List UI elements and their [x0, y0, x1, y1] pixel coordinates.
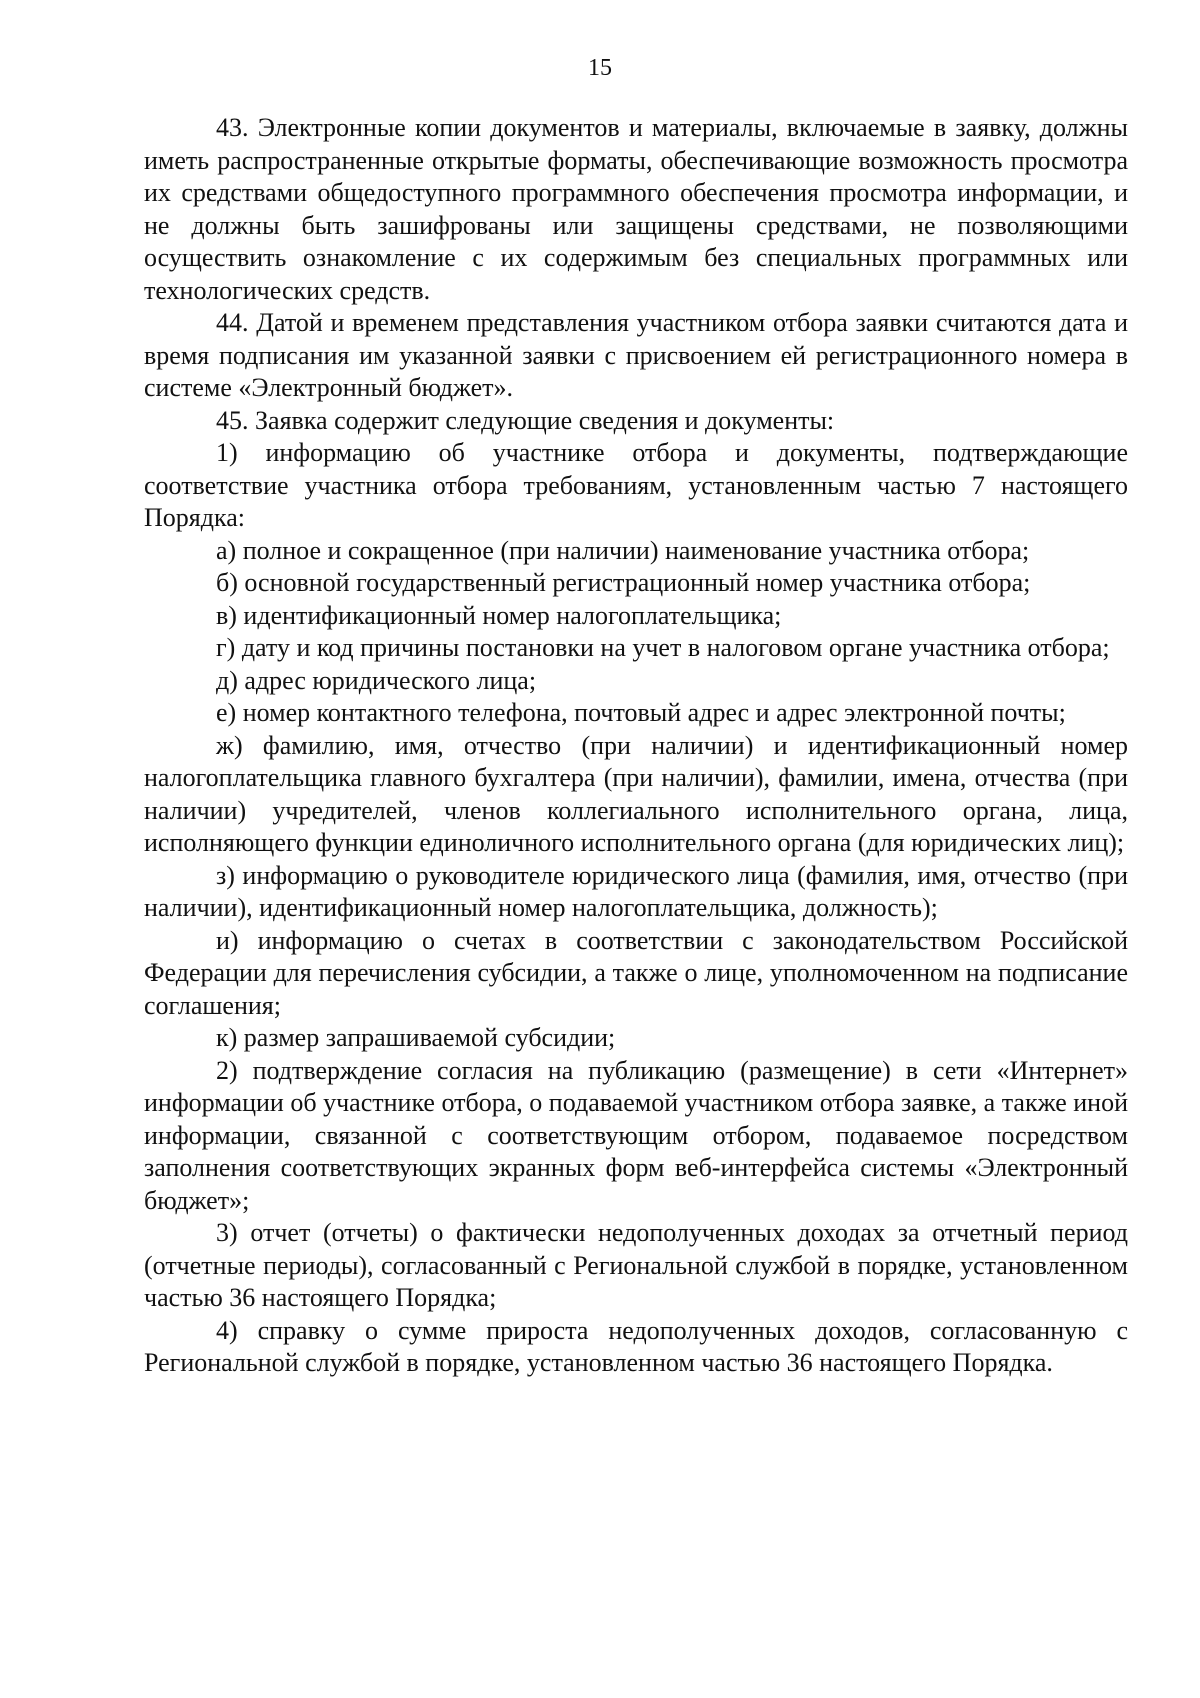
- sub-item-i: и) информацию о счетах в соответствии с законодательством Российской Федерации для перечисления субсидии, а также о лице, уполномоченном на подписание соглашения;: [144, 925, 1128, 1020]
- sub-item-a: а) полное и сокращенное (при наличии) наименование участника отбора;: [216, 535, 1030, 565]
- sub-item-k: к) размер запрашиваемой субсидии;: [216, 1023, 616, 1052]
- sub-item-g: г) дату и код причины постановки на учет в налоговом органе участника отбора;: [216, 633, 1110, 662]
- sub-item-d: д) адрес юридического лица;: [216, 665, 537, 695]
- sub-item-z: з) информацию о руководителе юридического лица (фамилия, имя, отчество (при наличии), идентификационный номер налогоплательщика, должность);: [144, 860, 1128, 922]
- list-item-2: 2) подтверждение согласия на публикацию (размещение) в сети «Интернет» информации об участнике отбора, о подаваемой участником отбора заявке, а также иной информации, связанной с соответствующим отбором, подаваемое посредством заполнения соответствующих экранных форм веб-интерфейса системы «Электронный бюджет»;: [144, 1055, 1128, 1215]
- sub-item-v: в) идентификационный номер налогоплательщика;: [216, 600, 782, 630]
- list-item-3: 3) отчет (отчеты) о фактически недополученных доходах за отчетный период (отчетные периоды), согласованный с Региональной службой в порядке, установленном частью 36 настоящего Порядка;: [144, 1218, 1128, 1312]
- paragraph-44: 44. Датой и временем представления участником отбора заявки считаются дата и время подписания им указанной заявки с присвоением ей регистрационного номера в системе «Электронный бюджет».: [144, 308, 1128, 402]
- page-number: 15: [588, 55, 612, 81]
- list-item-1: 1) информацию об участнике отбора и документы, подтверждающие соответствие участника отбора требованиям, установленным частью 7 настоящего Порядка:: [144, 438, 1128, 532]
- paragraph-43: 43. Электронные копии документов и материалы, включаемые в заявку, должны иметь распространенные открытые форматы, обеспечивающие возможность просмотра их средствами общедоступного программного обеспечения просмотра информации, и не должны быть зашифрованы или защищены средствами, не позволяющими осуществить ознакомление с их содержимым без специальных программных или технологических средств.: [144, 113, 1128, 305]
- sub-item-e: е) номер контактного телефона, почтовый адрес и адрес электронной почты;: [216, 698, 1066, 727]
- sub-item-b: б) основной государственный регистрационный номер участника отбора;: [216, 568, 1031, 597]
- paragraph-45: 45. Заявка содержит следующие сведения и документы:: [216, 405, 835, 435]
- sub-item-zh: ж) фамилию, имя, отчество (при наличии) и идентификационный номер налогоплательщика главного бухгалтера (при наличии), фамилии, имена, отчества (при наличии) учредителей, членов коллегиального исполнительного органа, лица, исполняющего функции единоличного исполнительного органа (для юридических лиц);: [144, 730, 1128, 857]
- list-item-4: 4) справку о сумме прироста недополученных доходов, согласованную с Региональной службой в порядке, установленном частью 36 настоящего Порядка.: [144, 1315, 1128, 1377]
- document-body: [144, 112, 1128, 1380]
